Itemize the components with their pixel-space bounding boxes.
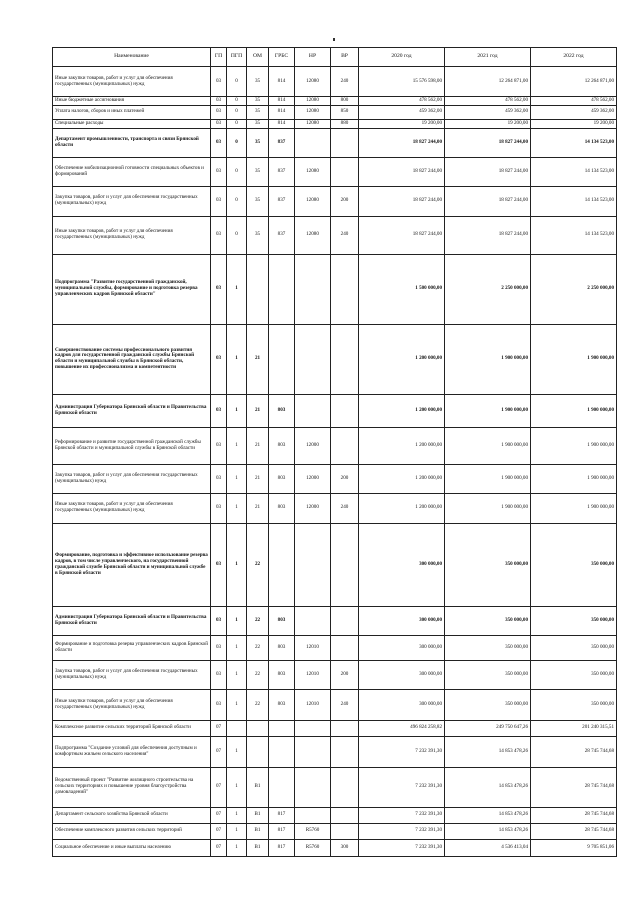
table-row: [53, 324, 617, 394]
row-name-cell: Иные закупки товаров, работ и услуг для обеспечения государственных (муниципальных) нужд: [53, 67, 211, 97]
table-header-row: [53, 48, 617, 67]
page-mark: [333, 38, 335, 41]
col-om-header: ОМ: [247, 48, 269, 67]
row-gp-cell: 03: [211, 105, 227, 119]
row-pgp-cell: 0: [227, 216, 247, 254]
row-np-cell: [295, 736, 331, 767]
row-pgp-cell: 1: [227, 767, 247, 807]
row-gp-cell: 07: [211, 736, 227, 767]
row-2022-cell: 9 705 851,06: [531, 839, 617, 856]
row-om-cell: В1: [247, 767, 269, 807]
row-grbs-cell: 837: [269, 186, 295, 216]
row-2021-cell: 19 200,00: [445, 119, 531, 128]
row-gp-cell: 07: [211, 720, 227, 736]
row-vr-cell: [331, 736, 359, 767]
row-np-cell: [295, 394, 331, 427]
row-grbs-cell: 817: [269, 839, 295, 856]
row-2020-cell: 18 827 244,00: [359, 157, 445, 186]
row-om-cell: 22: [247, 660, 269, 689]
row-om-cell: 35: [247, 186, 269, 216]
row-gp-cell: 03: [211, 186, 227, 216]
col-grbs-header: ГРБС: [269, 48, 295, 67]
row-2020-cell: 7 232 391,30: [359, 823, 445, 839]
row-grbs-cell: 803: [269, 464, 295, 493]
row-grbs-cell: [269, 767, 295, 807]
row-2022-cell: 28 745 744,68: [531, 767, 617, 807]
row-om-cell: 35: [247, 97, 269, 106]
row-grbs-cell: 803: [269, 394, 295, 427]
row-grbs-cell: [269, 254, 295, 324]
row-name-cell: Департамент промышленности, транспорта и связи Брянской области: [53, 128, 211, 157]
row-pgp-cell: 0: [227, 97, 247, 106]
table-row: [53, 736, 617, 767]
row-pgp-cell: 1: [227, 635, 247, 660]
row-om-cell: 22: [247, 606, 269, 635]
col-2022-header: 2022 год: [531, 48, 617, 67]
row-2022-cell: 14 134 523,00: [531, 186, 617, 216]
row-2021-cell: 18 827 244,00: [445, 216, 531, 254]
row-2021-cell: 478 562,00: [445, 97, 531, 106]
row-gp-cell: 03: [211, 128, 227, 157]
row-om-cell: 21: [247, 493, 269, 523]
row-2021-cell: 14 853 478,26: [445, 823, 531, 839]
row-2021-cell: 18 827 244,00: [445, 128, 531, 157]
col-name-header: Наименование: [53, 48, 211, 67]
row-vr-cell: [331, 324, 359, 394]
row-vr-cell: [331, 427, 359, 464]
row-2022-cell: 12 264 871,00: [531, 67, 617, 97]
row-pgp-cell: 0: [227, 186, 247, 216]
row-gp-cell: 03: [211, 67, 227, 97]
row-name-cell: Администрация Губернатора Брянской области и Правительства Брянской области: [53, 394, 211, 427]
row-grbs-cell: 803: [269, 689, 295, 720]
row-np-cell: 12080: [295, 105, 331, 119]
row-pgp-cell: 1: [227, 427, 247, 464]
table-row: [53, 427, 617, 464]
table-row: [53, 105, 617, 119]
row-vr-cell: 880: [331, 119, 359, 128]
row-pgp-cell: 1: [227, 823, 247, 839]
row-pgp-cell: 1: [227, 324, 247, 394]
row-2020-cell: 300 000,00: [359, 635, 445, 660]
table-body: [53, 67, 617, 857]
row-2022-cell: 1 900 000,00: [531, 493, 617, 523]
row-pgp-cell: 0: [227, 67, 247, 97]
row-2021-cell: 14 853 478,26: [445, 767, 531, 807]
row-vr-cell: 240: [331, 67, 359, 97]
row-name-cell: Уплата налогов, сборов и иных платежей: [53, 105, 211, 119]
col-gp-header: ГП: [211, 48, 227, 67]
row-2022-cell: 1 900 000,00: [531, 394, 617, 427]
row-2020-cell: 7 232 391,30: [359, 767, 445, 807]
row-grbs-cell: 817: [269, 823, 295, 839]
row-om-cell: В1: [247, 823, 269, 839]
table-row: [53, 493, 617, 523]
row-2022-cell: 14 134 523,00: [531, 128, 617, 157]
row-vr-cell: [331, 807, 359, 823]
row-np-cell: [295, 128, 331, 157]
row-om-cell: 21: [247, 324, 269, 394]
row-gp-cell: 03: [211, 660, 227, 689]
row-om-cell: В1: [247, 839, 269, 856]
row-grbs-cell: 837: [269, 157, 295, 186]
row-np-cell: 12010: [295, 689, 331, 720]
row-grbs-cell: 803: [269, 493, 295, 523]
table-row: [53, 464, 617, 493]
row-vr-cell: 240: [331, 493, 359, 523]
row-name-cell: Закупка товаров, работ и услуг для обеспечения государственных (муниципальных) нужд: [53, 464, 211, 493]
row-2022-cell: 28 745 744,68: [531, 736, 617, 767]
row-vr-cell: 200: [331, 464, 359, 493]
row-om-cell: 35: [247, 216, 269, 254]
row-vr-cell: [331, 720, 359, 736]
row-name-cell: Иные закупки товаров, работ и услуг для обеспечения государственных (муниципальных) нужд: [53, 689, 211, 720]
row-2021-cell: 1 900 000,00: [445, 324, 531, 394]
row-grbs-cell: 817: [269, 807, 295, 823]
row-name-cell: Иные бюджетные ассигнования: [53, 97, 211, 106]
row-vr-cell: [331, 767, 359, 807]
row-2020-cell: 18 827 244,00: [359, 216, 445, 254]
row-np-cell: 12080: [295, 157, 331, 186]
row-2022-cell: 1 900 000,00: [531, 464, 617, 493]
row-gp-cell: 03: [211, 394, 227, 427]
table-row: [53, 128, 617, 157]
row-2021-cell: 14 853 478,26: [445, 807, 531, 823]
row-om-cell: 35: [247, 67, 269, 97]
row-2020-cell: 1 500 000,00: [359, 254, 445, 324]
row-2020-cell: 300 000,00: [359, 606, 445, 635]
table-row: [53, 216, 617, 254]
row-2022-cell: 19 200,00: [531, 119, 617, 128]
row-2022-cell: 14 134 523,00: [531, 157, 617, 186]
row-pgp-cell: [227, 720, 247, 736]
row-gp-cell: 03: [211, 119, 227, 128]
row-om-cell: 22: [247, 523, 269, 606]
row-gp-cell: 07: [211, 839, 227, 856]
budget-table: [52, 47, 617, 857]
row-2020-cell: 1 200 000,00: [359, 427, 445, 464]
table-row: [53, 119, 617, 128]
row-2022-cell: 459 362,00: [531, 105, 617, 119]
table-row: [53, 157, 617, 186]
row-2020-cell: 7 232 391,30: [359, 736, 445, 767]
row-grbs-cell: 803: [269, 427, 295, 464]
table-row: [53, 767, 617, 807]
row-2020-cell: 1 200 000,00: [359, 493, 445, 523]
row-om-cell: 21: [247, 427, 269, 464]
row-name-cell: Подпрограмма "Развитие государственной гражданской, муниципальной службы, формирование и подготовка резерва управленческих кадров Брянской области": [53, 254, 211, 324]
row-2022-cell: 14 134 523,00: [531, 216, 617, 254]
row-2021-cell: 350 000,00: [445, 606, 531, 635]
row-name-cell: Иные закупки товаров, работ и услуг для обеспечения государственных (муниципальных) нужд: [53, 216, 211, 254]
row-gp-cell: 03: [211, 97, 227, 106]
row-gp-cell: 03: [211, 606, 227, 635]
table-row: [53, 394, 617, 427]
row-pgp-cell: 1: [227, 660, 247, 689]
row-gp-cell: 03: [211, 216, 227, 254]
row-grbs-cell: 837: [269, 216, 295, 254]
row-gp-cell: 07: [211, 807, 227, 823]
row-name-cell: Обеспечение комплексного развития сельских территорий: [53, 823, 211, 839]
col-vr-header: ВР: [331, 48, 359, 67]
row-pgp-cell: 0: [227, 128, 247, 157]
row-gp-cell: 03: [211, 254, 227, 324]
row-2020-cell: 300 000,00: [359, 689, 445, 720]
row-name-cell: Специальные расходы: [53, 119, 211, 128]
row-np-cell: 12080: [295, 67, 331, 97]
row-2021-cell: 1 900 000,00: [445, 464, 531, 493]
row-2020-cell: 1 200 000,00: [359, 464, 445, 493]
row-2022-cell: 478 562,00: [531, 97, 617, 106]
table-row: [53, 720, 617, 736]
row-gp-cell: 03: [211, 427, 227, 464]
row-pgp-cell: 1: [227, 394, 247, 427]
row-np-cell: 12080: [295, 186, 331, 216]
row-2021-cell: 249 750 647,26: [445, 720, 531, 736]
row-2021-cell: 18 827 244,00: [445, 157, 531, 186]
row-vr-cell: 200: [331, 660, 359, 689]
row-name-cell: Реформирование и развитие государственной гражданской службы Брянской области и муниципальной службы в Брянской области: [53, 427, 211, 464]
table-row: [53, 606, 617, 635]
row-np-cell: 12000: [295, 464, 331, 493]
row-name-cell: Иные закупки товаров, работ и услуг для обеспечения государственных (муниципальных) нужд: [53, 493, 211, 523]
row-2020-cell: 1 200 000,00: [359, 324, 445, 394]
row-grbs-cell: 814: [269, 67, 295, 97]
table-row: [53, 523, 617, 606]
row-om-cell: 21: [247, 394, 269, 427]
row-gp-cell: 03: [211, 157, 227, 186]
row-2020-cell: 18 827 244,00: [359, 186, 445, 216]
row-vr-cell: [331, 823, 359, 839]
row-pgp-cell: 1: [227, 736, 247, 767]
row-gp-cell: 03: [211, 523, 227, 606]
row-grbs-cell: 814: [269, 97, 295, 106]
row-2020-cell: 7 232 391,30: [359, 807, 445, 823]
row-om-cell: [247, 720, 269, 736]
row-om-cell: 22: [247, 689, 269, 720]
row-2020-cell: 18 827 244,00: [359, 128, 445, 157]
row-np-cell: [295, 523, 331, 606]
row-pgp-cell: 1: [227, 523, 247, 606]
row-2021-cell: 1 900 000,00: [445, 493, 531, 523]
row-grbs-cell: 837: [269, 128, 295, 157]
row-vr-cell: 200: [331, 186, 359, 216]
row-vr-cell: [331, 394, 359, 427]
row-2021-cell: 14 853 478,26: [445, 736, 531, 767]
row-2021-cell: 2 250 000,00: [445, 254, 531, 324]
row-grbs-cell: [269, 736, 295, 767]
row-2021-cell: 1 900 000,00: [445, 427, 531, 464]
row-np-cell: 12000: [295, 493, 331, 523]
col-pgp-header: ПГП: [227, 48, 247, 67]
row-2020-cell: 15 576 598,00: [359, 67, 445, 97]
row-om-cell: [247, 736, 269, 767]
row-np-cell: R5760: [295, 839, 331, 856]
row-2022-cell: 28 745 744,68: [531, 807, 617, 823]
col-np-header: НР: [295, 48, 331, 67]
row-gp-cell: 07: [211, 767, 227, 807]
row-np-cell: 12080: [295, 119, 331, 128]
row-name-cell: Обеспечение мобилизационной готовности специальных объектов и формирований: [53, 157, 211, 186]
row-gp-cell: 03: [211, 493, 227, 523]
table-row: [53, 186, 617, 216]
row-np-cell: 12000: [295, 427, 331, 464]
row-2022-cell: 28 745 744,68: [531, 823, 617, 839]
row-2022-cell: 1 900 000,00: [531, 427, 617, 464]
row-pgp-cell: 1: [227, 493, 247, 523]
row-2021-cell: 12 264 871,00: [445, 67, 531, 97]
row-vr-cell: [331, 635, 359, 660]
row-np-cell: [295, 254, 331, 324]
row-grbs-cell: [269, 324, 295, 394]
row-np-cell: [295, 606, 331, 635]
row-2022-cell: 350 000,00: [531, 606, 617, 635]
row-2021-cell: 350 000,00: [445, 660, 531, 689]
table-row: [53, 67, 617, 97]
row-om-cell: 35: [247, 157, 269, 186]
row-name-cell: Закупка товаров, работ и услуг для обеспечения государственных (муниципальных) нужд: [53, 186, 211, 216]
row-2021-cell: 4 536 413,04: [445, 839, 531, 856]
row-grbs-cell: [269, 523, 295, 606]
row-vr-cell: 300: [331, 839, 359, 856]
table-row: [53, 823, 617, 839]
row-pgp-cell: 1: [227, 689, 247, 720]
table-row: [53, 97, 617, 106]
row-vr-cell: 850: [331, 105, 359, 119]
row-2020-cell: 459 362,00: [359, 105, 445, 119]
row-name-cell: Формирование, подготовка и эффективное использование резерва кадров, в том числе управленческого, на государственной гражданской службе Брянской области и муниципальной службе в Брянской области: [53, 523, 211, 606]
row-2021-cell: 350 000,00: [445, 689, 531, 720]
row-2022-cell: 201 240 315,51: [531, 720, 617, 736]
row-2021-cell: 459 362,00: [445, 105, 531, 119]
row-vr-cell: [331, 523, 359, 606]
row-vr-cell: [331, 254, 359, 324]
row-gp-cell: 07: [211, 823, 227, 839]
row-vr-cell: [331, 157, 359, 186]
row-name-cell: Администрация Губернатора Брянской области и Правительства Брянской области: [53, 606, 211, 635]
row-2020-cell: 1 200 000,00: [359, 394, 445, 427]
row-grbs-cell: 814: [269, 119, 295, 128]
row-np-cell: [295, 720, 331, 736]
row-pgp-cell: 0: [227, 119, 247, 128]
table-row: [53, 254, 617, 324]
row-om-cell: 21: [247, 464, 269, 493]
row-pgp-cell: 1: [227, 807, 247, 823]
row-vr-cell: 240: [331, 216, 359, 254]
row-grbs-cell: 803: [269, 660, 295, 689]
row-grbs-cell: 814: [269, 105, 295, 119]
col-2021-header: 2021 год: [445, 48, 531, 67]
row-np-cell: [295, 767, 331, 807]
row-om-cell: [247, 254, 269, 324]
table-row: [53, 689, 617, 720]
row-om-cell: 35: [247, 105, 269, 119]
row-gp-cell: 03: [211, 689, 227, 720]
row-om-cell: 35: [247, 119, 269, 128]
row-np-cell: [295, 807, 331, 823]
table-row: [53, 807, 617, 823]
row-vr-cell: 800: [331, 97, 359, 106]
row-np-cell: 12010: [295, 660, 331, 689]
row-name-cell: Ведомственный проект "Развитие жилищного строительства на сельских территориях и повышение уровня благоустройства домовладений": [53, 767, 211, 807]
row-name-cell: Закупка товаров, работ и услуг для обеспечения государственных (муниципальных) нужд: [53, 660, 211, 689]
row-grbs-cell: 803: [269, 635, 295, 660]
row-vr-cell: 240: [331, 689, 359, 720]
row-np-cell: 12080: [295, 216, 331, 254]
row-2020-cell: 478 562,00: [359, 97, 445, 106]
row-pgp-cell: 0: [227, 105, 247, 119]
row-2020-cell: 496 824 258,82: [359, 720, 445, 736]
row-2022-cell: 1 900 000,00: [531, 324, 617, 394]
row-name-cell: Подпрограмма "Создание условий для обеспечения доступным и комфортным жильем сельского населения": [53, 736, 211, 767]
row-2021-cell: 18 827 244,00: [445, 186, 531, 216]
row-pgp-cell: 1: [227, 606, 247, 635]
row-np-cell: 12080: [295, 97, 331, 106]
row-2022-cell: 2 250 000,00: [531, 254, 617, 324]
row-np-cell: R5760: [295, 823, 331, 839]
col-2020-header: 2020 год: [359, 48, 445, 67]
row-2022-cell: 350 000,00: [531, 660, 617, 689]
row-name-cell: Социальное обеспечение и иные выплаты населению: [53, 839, 211, 856]
row-om-cell: 22: [247, 635, 269, 660]
row-gp-cell: 03: [211, 324, 227, 394]
row-vr-cell: [331, 128, 359, 157]
row-2020-cell: 300 000,00: [359, 660, 445, 689]
row-2022-cell: 350 000,00: [531, 689, 617, 720]
row-pgp-cell: 1: [227, 464, 247, 493]
row-grbs-cell: [269, 720, 295, 736]
table-row: [53, 839, 617, 856]
row-2020-cell: 19 200,00: [359, 119, 445, 128]
row-2022-cell: 350 000,00: [531, 635, 617, 660]
row-om-cell: 35: [247, 128, 269, 157]
row-vr-cell: [331, 606, 359, 635]
row-gp-cell: 03: [211, 464, 227, 493]
row-om-cell: В1: [247, 807, 269, 823]
row-np-cell: [295, 324, 331, 394]
row-2021-cell: 1 900 000,00: [445, 394, 531, 427]
row-name-cell: Совершенствование системы профессионального развития кадров для государственной гражданской службы Брянской области и муниципальной службы в Брянской области, повышение их профессионализма и компетентности: [53, 324, 211, 394]
row-2020-cell: 300 000,00: [359, 523, 445, 606]
row-pgp-cell: 1: [227, 254, 247, 324]
row-name-cell: Формирование и подготовка резерва управленческих кадров Брянской области: [53, 635, 211, 660]
row-name-cell: Комплексное развитие сельских территорий Брянской области: [53, 720, 211, 736]
row-2020-cell: 7 232 391,30: [359, 839, 445, 856]
row-pgp-cell: 0: [227, 157, 247, 186]
row-2021-cell: 350 000,00: [445, 635, 531, 660]
row-2021-cell: 350 000,00: [445, 523, 531, 606]
table-row: [53, 635, 617, 660]
row-np-cell: 12010: [295, 635, 331, 660]
row-pgp-cell: 1: [227, 839, 247, 856]
row-2022-cell: 350 000,00: [531, 523, 617, 606]
row-grbs-cell: 803: [269, 606, 295, 635]
row-name-cell: Департамент сельского хозяйства Брянской области: [53, 807, 211, 823]
row-gp-cell: 03: [211, 635, 227, 660]
table-row: [53, 660, 617, 689]
